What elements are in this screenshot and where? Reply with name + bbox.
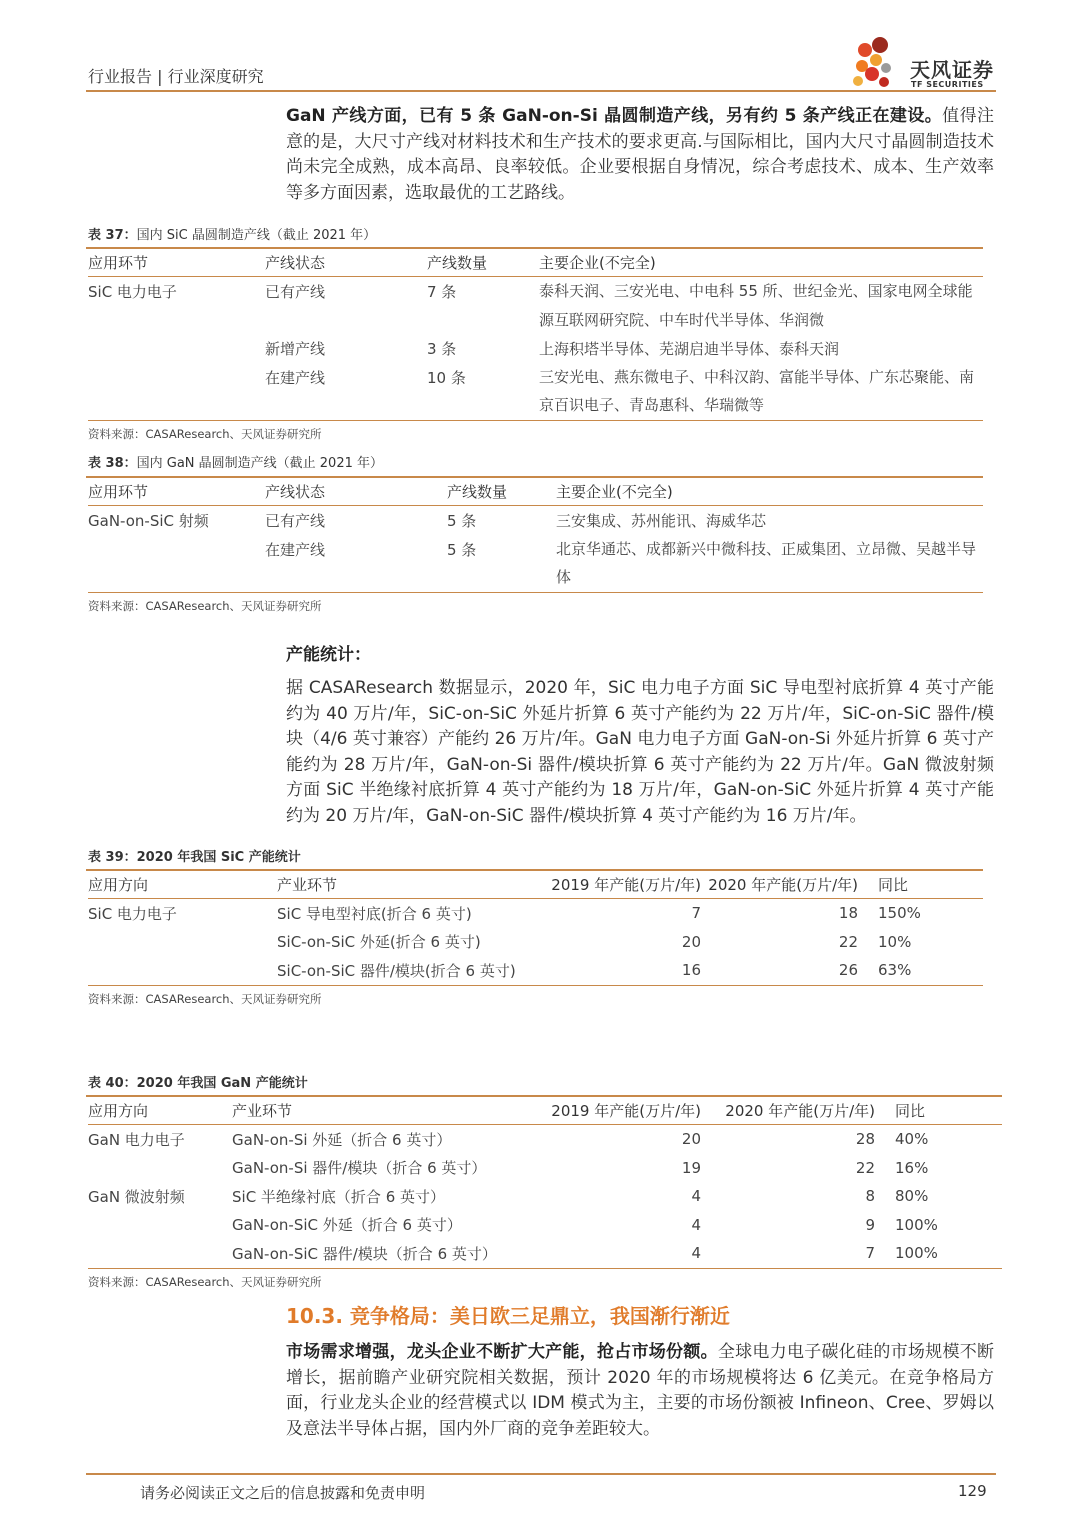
market-paragraph (286, 1340, 994, 1442)
t40-header-cell: 同比 (881, 1096, 1002, 1125)
table-row (88, 1182, 1002, 1211)
table-37 (88, 248, 983, 421)
table-cell: GaN 微波射频 (88, 1187, 185, 1206)
table-cell: GaN 电力电子 (88, 1130, 185, 1149)
table-cell: 在建产线 (265, 535, 447, 593)
table-cell: 三安集成、苏州能讯、海威华芯 (556, 511, 767, 530)
table-cell: 2020 年我国 SiC 产能统计 (136, 850, 301, 865)
logo-text: 天风证券 (910, 58, 994, 82)
table-cell: 国内 SiC 晶圆制造产线（截止 2021 年） (136, 228, 377, 243)
table-cell: GaN-on-Si 器件/模块（折合 6 英寸） (232, 1159, 487, 1178)
table-cell: 100% (895, 1215, 938, 1234)
t37-header-cell: 应用环节 (88, 248, 265, 277)
table-row (88, 363, 983, 421)
section-title: 10.3. 竞争格局：美日欧三足鼎立，我国渐行渐近 (286, 1304, 730, 1328)
table-cell: SiC 电力电子 (88, 904, 177, 923)
table-row (88, 334, 983, 363)
table-cell: 10% (878, 932, 912, 951)
table-cell: 150% (878, 904, 921, 923)
table-cell: 7 条 (427, 283, 457, 301)
table-row (88, 1125, 1002, 1154)
table-cell (88, 928, 277, 957)
table-cell: 5 条 (447, 535, 556, 593)
table-37-caption (88, 224, 376, 243)
table-cell (88, 1154, 232, 1183)
table-39-caption (88, 846, 301, 865)
intro-text: 值得注意的是，大尺寸产线对材料技术和生产技术的要求更高.与国际相比，国内大尺寸晶圆制造技术尚未完全成熟，成本高昂、良率较低。企业要根据自身情况，综合考虑技术、成本、生产效率等多方面因素，选取最优的工艺路线。 (286, 106, 995, 203)
table-cell (88, 334, 265, 363)
t38-header-cell: 产线状态 (265, 477, 447, 506)
intro-paragraph (286, 104, 994, 206)
table-cell: 16% (895, 1158, 929, 1177)
table-row (88, 535, 983, 593)
t39-header-cell: 2020 年产能(万片/年) (707, 870, 864, 899)
t38-header-cell: 主要企业(不完全) (556, 477, 983, 506)
table-cell: 表 40： (88, 1076, 137, 1091)
footer-disclaimer: 请务必阅读正文之后的信息披露和免责申明 (140, 1484, 426, 1502)
table-row (88, 928, 983, 957)
table-cell: 9 (865, 1215, 875, 1234)
table-37-source: 资料来源：CASAResearch、天风证券研究所 (88, 427, 322, 441)
table-cell: 北京华通芯、成都新兴中微科技、正威集团、立昂微、吴越半导体 (556, 535, 983, 593)
table-cell: 国内 GaN 晶圆制造产线（截止 2021 年） (136, 456, 384, 471)
table-cell (88, 363, 265, 421)
table-cell: GaN-on-SiC 射频 (88, 511, 209, 530)
table-cell: 26 (707, 956, 864, 985)
table-row (88, 1096, 1002, 1125)
table-row (88, 870, 983, 899)
table-cell: 已有产线 (265, 511, 326, 530)
table-cell: 2020 年我国 GaN 产能统计 (136, 1076, 308, 1091)
table-38 (88, 477, 983, 593)
market-bold: 市场需求增强，龙头企业不断扩大产能，抢占市场份额。 (286, 1342, 718, 1362)
market-text: 全球电力电子碳化硅的市场规模不断增长，据前瞻产业研究院相关数据，预计 2020 年的市场规模将达 6 亿美元。在竞争格局方面，行业龙头企业的经营模式以 IDM 模式为主，主要的市场份额被 Infineon、Cree、罗姆以及意法半导体占据，国内外厂商的竞争差距较大。 (286, 1342, 994, 1439)
table-38-caption (88, 452, 383, 471)
table-cell (88, 956, 277, 985)
table-cell: 上海积塔半导体、芜湖启迪半导体、泰科天润 (539, 339, 840, 358)
table-cell: SiC 电力电子 (88, 283, 177, 301)
table-cell: 5 条 (447, 511, 477, 530)
t39-header-cell: 2019 年产能(万片/年) (532, 870, 707, 899)
table-cell (88, 535, 265, 593)
table-cell: SiC 导电型衬底(折合 6 英寸) (277, 904, 472, 923)
table-cell: 泰科天润、三安光电、中电科 55 所、世纪金光、国家电网全球能源互联网研究院、中车时代半导体、华润微 (539, 282, 973, 329)
table-cell: 7 (691, 904, 701, 923)
table-row (88, 506, 983, 535)
table-cell: 在建产线 (265, 363, 427, 421)
table-cell: 80% (895, 1187, 929, 1206)
table-cell: 已有产线 (265, 283, 326, 301)
table-cell: SiC-on-SiC 器件/模块(折合 6 英寸) (277, 956, 532, 985)
t37-header-cell: 产线数量 (427, 248, 539, 277)
table-cell: 7 (709, 1239, 881, 1268)
table-38-source: 资料来源：CASAResearch、天风证券研究所 (88, 599, 322, 613)
table-row (88, 477, 983, 506)
capacity-heading: 产能统计： (286, 645, 371, 665)
table-cell: 19 (681, 1158, 701, 1177)
table-cell: 新增产线 (265, 339, 326, 358)
intro-bold: GaN 产线方面，已有 5 条 GaN-on-Si 晶圆制造产线，另有约 5 条产线正在建设。 (286, 106, 943, 126)
table-cell: 4 (691, 1187, 701, 1206)
t39-header-cell: 应用方向 (88, 870, 277, 899)
table-cell (88, 1211, 232, 1240)
table-cell: 40% (895, 1130, 929, 1149)
table-cell: 表 37： (88, 228, 137, 243)
table-cell: 4 (537, 1239, 709, 1268)
table-cell: 4 (691, 1215, 701, 1234)
table-cell: GaN-on-SiC 器件/模块（折合 6 英寸） (232, 1239, 537, 1268)
table-cell: 3 条 (427, 339, 457, 358)
table-row (88, 956, 983, 985)
table-cell: 三安光电、燕东微电子、中科汉韵、富能半导体、广东芯聚能、南京百识电子、青岛惠科、华瑞微等 (539, 363, 983, 421)
t37-header-cell: 主要企业(不完全) (539, 248, 983, 277)
table-cell: 100% (881, 1239, 1002, 1268)
table-cell: 18 (838, 904, 858, 923)
table-cell: 表 39： (88, 850, 137, 865)
table-39 (88, 870, 983, 986)
table-cell: 10 条 (427, 363, 539, 421)
table-cell: 20 (681, 932, 701, 951)
capacity-paragraph: 据 CASAResearch 数据显示，2020 年，SiC 电力电子方面 SiC 导电型衬底折算 4 英寸产能约为 40 万片/年，SiC-on-SiC 外延片折算 6 英寸产能约为 22 万片/年，SiC-on-SiC 器件/模块（4/6 英寸兼容）产能约 26 万片/年。GaN 电力电子方面 GaN-on-Si 外延片折算 6 英寸产能约为 28 万片/年，GaN-on-Si 器件/模块折算 6 英寸产能约为 22 万片/年。GaN 微波射频方面 SiC 半绝缘衬底折算 4 英寸产能约为 18 万片/年，GaN-on-SiC 外延片折算 4 英寸产能约为 20 万片/年，GaN-on-SiC 器件/模块折算 4 英寸产能约为 16 万片/年。 (286, 678, 994, 826)
table-cell: 22 (855, 1158, 875, 1177)
table-40 (88, 1096, 1002, 1269)
table-cell: 63% (864, 956, 983, 985)
t40-header-cell: 产业环节 (232, 1096, 537, 1125)
table-row (88, 277, 983, 335)
page-number: 129 (958, 1482, 987, 1500)
table-40-caption (88, 1072, 308, 1091)
t37-header-cell: 产线状态 (265, 248, 427, 277)
table-cell: 8 (865, 1187, 875, 1206)
header-report-type: 行业报告 | 行业深度研究 (88, 67, 264, 86)
table-cell: SiC 半绝缘衬底（折合 6 英寸） (232, 1187, 446, 1206)
table-row (88, 1239, 1002, 1268)
table-39-source: 资料来源：CASAResearch、天风证券研究所 (88, 992, 322, 1006)
t38-header-cell: 应用环节 (88, 477, 265, 506)
t40-header-cell: 2020 年产能(万片/年) (709, 1096, 881, 1125)
table-cell: GaN-on-SiC 外延（折合 6 英寸） (232, 1216, 462, 1235)
table-row (88, 899, 983, 928)
t39-header-cell: 产业环节 (277, 870, 532, 899)
footer-divider (86, 1473, 996, 1475)
table-cell: SiC-on-SiC 外延(折合 6 英寸) (277, 933, 481, 952)
table-cell: 表 38： (88, 456, 137, 471)
t38-header-cell: 产线数量 (447, 477, 556, 506)
table-40-source: 资料来源：CASAResearch、天风证券研究所 (88, 1275, 322, 1289)
t40-header-cell: 2019 年产能(万片/年) (537, 1096, 709, 1125)
table-cell: 16 (532, 956, 707, 985)
table-cell (88, 1239, 232, 1268)
table-row (88, 1154, 1002, 1183)
t40-header-cell: 应用方向 (88, 1096, 232, 1125)
table-cell: 28 (855, 1130, 875, 1149)
table-row (88, 248, 983, 277)
table-row (88, 1211, 1002, 1240)
table-cell: 20 (681, 1130, 701, 1149)
logo-subtext: TF SECURITIES (911, 80, 984, 89)
table-cell: GaN-on-Si 外延（折合 6 英寸） (232, 1130, 452, 1149)
t39-header-cell: 同比 (864, 870, 983, 899)
table-cell: 22 (838, 932, 858, 951)
